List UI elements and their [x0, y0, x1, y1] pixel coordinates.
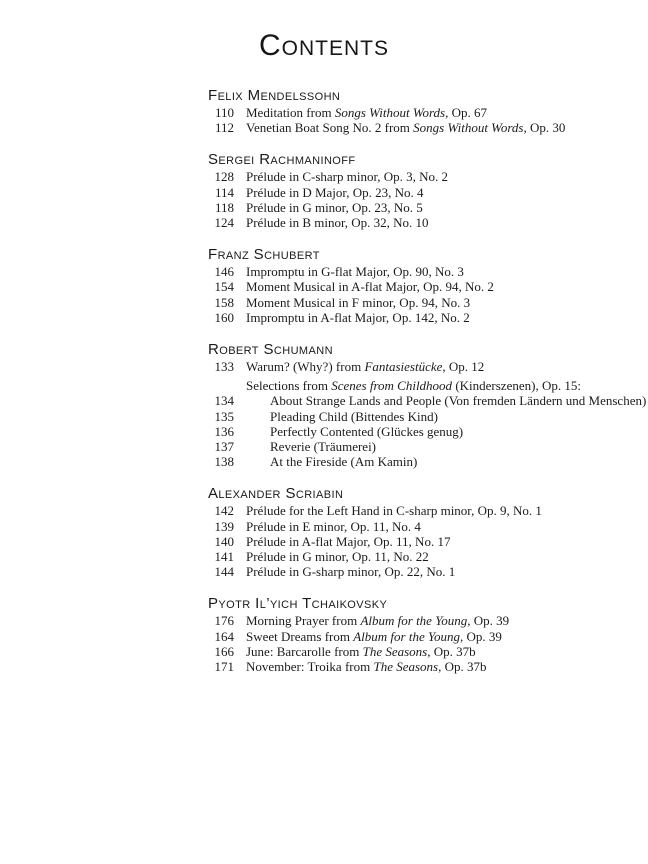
page-title: Contents — [259, 29, 389, 62]
toc-entry-row — [208, 439, 628, 454]
page-number: 136 — [214, 423, 234, 439]
entry-title: Prélude in B minor, Op. 32, No. 10 — [246, 215, 429, 231]
page-number: 110 — [214, 105, 234, 120]
composer-section — [208, 88, 628, 135]
entry-title: Sweet Dreams from Album for the Young, Op. 39 — [246, 628, 502, 644]
page-number: 139 — [214, 518, 234, 534]
page-number: 158 — [214, 294, 234, 310]
toc-entry-row — [208, 359, 628, 374]
page-number: 144 — [214, 564, 234, 580]
entry-title: Prélude in G minor, Op. 23, No. 5 — [246, 199, 423, 215]
entry-title: Moment Musical in A-flat Major, Op. 94, No. 2 — [246, 279, 494, 295]
page-number: 135 — [214, 408, 234, 424]
page-number: 140 — [214, 533, 234, 549]
toc-entry-row — [208, 185, 628, 200]
toc-entry-row — [208, 549, 628, 564]
entry-title: Morning Prayer from Album for the Young, Op. 39 — [246, 613, 510, 629]
toc-entry-row — [208, 564, 628, 579]
entry-title: Moment Musical in F minor, Op. 94, No. 3 — [246, 294, 471, 310]
page-number: 112 — [214, 120, 234, 136]
toc-entry-row — [208, 279, 628, 294]
page-number: 141 — [214, 549, 234, 565]
entry-title: Prélude in A-flat Major, Op. 11, No. 17 — [246, 533, 451, 549]
toc-entry-row — [208, 629, 628, 644]
toc-entry-row — [208, 409, 628, 424]
toc-entry-row — [208, 534, 628, 549]
page-number: 138 — [214, 454, 234, 470]
entry-title: Impromptu in A-flat Major, Op. 142, No. 2 — [246, 309, 470, 325]
composer-heading: Sergei Rachmaninoff — [208, 151, 356, 169]
entry-title: Prélude in G-sharp minor, Op. 22, No. 1 — [246, 564, 456, 580]
toc-entry-row — [208, 613, 628, 628]
composer-heading: Felix Mendelssohn — [208, 87, 341, 104]
entry-title: Impromptu in G-flat Major, Op. 90, No. 3 — [246, 264, 464, 280]
entry-title: Pleading Child (Bittendes Kind) — [270, 408, 438, 424]
entry-title: Venetian Boat Song No. 2 from Songs Without Words, Op. 30 — [246, 120, 566, 136]
toc-entry-row — [208, 105, 628, 120]
page-number: 176 — [214, 613, 234, 629]
entry-title: Warum? (Why?) from Fantasiestücke, Op. 12 — [246, 359, 485, 375]
toc-entry-row — [208, 169, 628, 184]
toc-entry-row — [208, 503, 628, 518]
page-number: 114 — [214, 184, 234, 200]
composer-section — [208, 152, 628, 230]
entry-title: June: Barcarolle from The Seasons, Op. 37b — [246, 643, 476, 659]
toc-entry-row — [208, 310, 628, 325]
entry-title: Prélude for the Left Hand in C-sharp minor, Op. 9, No. 1 — [246, 503, 542, 519]
entry-title: About Strange Lands and People (Von fremden Ländern und Menschen) — [270, 393, 647, 409]
series-intro-row — [208, 378, 628, 393]
toc-entry-row — [208, 295, 628, 310]
composer-heading: Alexander Scriabin — [208, 485, 344, 503]
page-number: 137 — [214, 439, 234, 455]
page-number: 160 — [214, 309, 234, 325]
toc-entry-row — [208, 264, 628, 279]
entry-title: Prélude in G minor, Op. 11, No. 22 — [246, 549, 429, 565]
entry-title: Prélude in D Major, Op. 23, No. 4 — [246, 184, 424, 200]
entry-title: Prélude in E minor, Op. 11, No. 4 — [246, 518, 421, 534]
composer-section — [208, 596, 628, 674]
composer-section — [208, 341, 647, 470]
page-number: 118 — [214, 199, 234, 215]
entry-title: Selections from Scenes from Childhood (Kinderszenen), Op. 15: — [246, 378, 581, 394]
page-number: 133 — [214, 359, 234, 375]
composer-heading: Franz Schubert — [208, 246, 320, 264]
toc-entry-row — [208, 644, 628, 659]
composer-section — [208, 486, 628, 579]
toc-entry-row — [208, 200, 628, 215]
toc-entry-row — [208, 424, 628, 439]
page-number: 171 — [214, 659, 234, 675]
page-number: 166 — [214, 643, 234, 659]
page-number: 146 — [214, 264, 234, 280]
entry-title: November: Troika from The Seasons, Op. 37b — [246, 659, 487, 675]
page-number: 124 — [214, 215, 234, 231]
toc-entry-row — [208, 519, 628, 534]
entry-title: Meditation from Songs Without Words, Op. 67 — [246, 105, 487, 120]
toc-entry-row — [208, 215, 628, 230]
entry-title: Prélude in C-sharp minor, Op. 3, No. 2 — [246, 169, 449, 185]
page-number: 128 — [214, 169, 234, 185]
toc-entry-row — [208, 454, 628, 469]
toc-entry-row — [208, 659, 628, 674]
toc — [208, 87, 647, 675]
toc-entry-row — [208, 393, 647, 409]
entry-title: Perfectly Contented (Glückes genug) — [270, 423, 464, 439]
entry-title: Reverie (Träumerei) — [270, 439, 377, 455]
toc-entry-row — [208, 120, 628, 135]
composer-section — [208, 247, 628, 325]
composer-heading: Robert Schumann — [208, 341, 333, 359]
page-number: 164 — [214, 628, 234, 644]
page-number: 134 — [214, 393, 234, 409]
composer-heading: Pyotr Il’yich Tchaikovsky — [208, 595, 388, 613]
entry-title: At the Fireside (Am Kamin) — [270, 454, 418, 470]
page-number: 154 — [214, 279, 234, 295]
page-number: 142 — [214, 503, 234, 519]
